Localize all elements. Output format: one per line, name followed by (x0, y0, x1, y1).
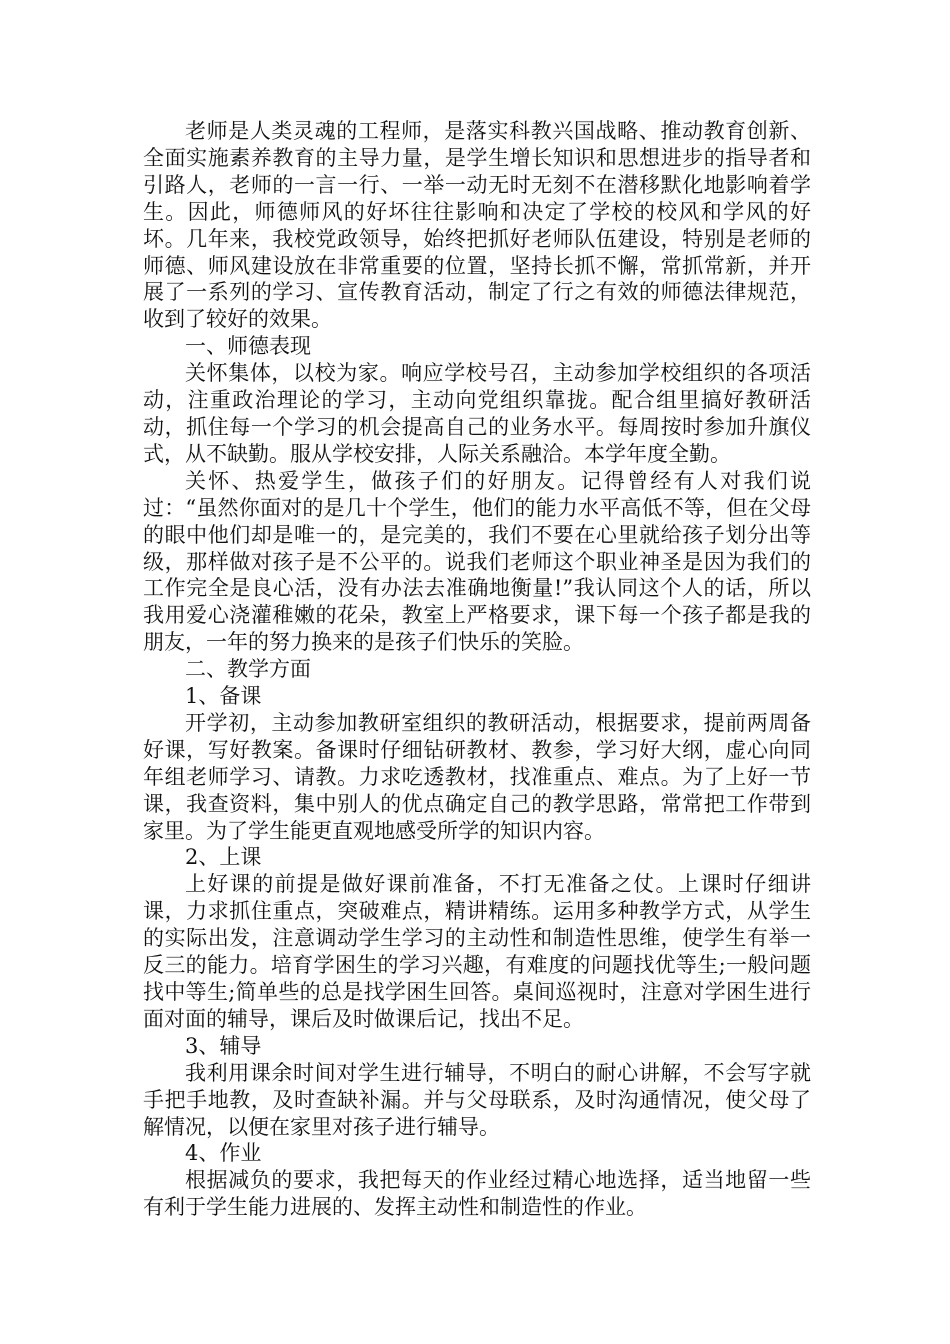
lesson-prep-paragraph: 开学初，主动参加教研室组织的教研活动，根据要求，提前两周备好课，写好教案。备课时仔细钻研教材、教参，学习好大纲，虚心向同年组老师学习、请教。力求吃透教材，找准重点、难点。为了上好一节课，我查资料，集中别人的优点确定自己的教学思路，常常把工作带到家里。为了学生能更直观地感受所学的知识内容。 (143, 710, 811, 843)
section-heading-teaching: 二、教学方面 (185, 657, 311, 682)
document-body (143, 118, 811, 1221)
subheading-homework: 4、作业 (185, 1141, 262, 1166)
intro-paragraph: 老师是人类灵魂的工程师，是落实科教兴国战略、推动教育创新、全面实施素养教育的主导力量，是学生增长知识和思想进步的指导者和引路人，老师的一言一行、一举一动无时无刻不在潜移默化地影响着学生。因此，师德师风的好坏往往影响和决定了学校的校风和学风的好坏。几年来，我校党政领导，始终把抓好老师队伍建设，特别是老师的师德、师风建设放在非常重要的位置，坚持长抓不懈，常抓常新，并开展了一系列的学习、宣传教育活动，制定了行之有效的师德法律规范，收到了较好的效果。 (143, 119, 811, 332)
ethics-paragraph-collective: 关怀集体，以校为家。响应学校号召，主动参加学校组织的各项活动，注重政治理论的学习，主动向党组织靠拢。配合组里搞好教研活动，抓住每一个学习的机会提高自己的业务水平。每周按时参加升旗仪式，从不缺勤。服从学校安排，人际关系融洽。本学年度全勤。 (143, 361, 811, 466)
ethics-paragraph-students: 关怀、热爱学生，做孩子们的好朋友。记得曾经有人对我们说过：“虽然你面对的是几十个学生，他们的能力水平高低不等，但在父母的眼中他们却是唯一的，是完美的，我们不要在心里就给孩子划分出等级，那样做对孩子是不公平的。说我们老师这个职业神圣是因为我们的工作完全是良心活，没有办法去准确地衡量!”我认同这个人的话，所以我用爱心浇灌稚嫩的花朵，教室上严格要求，课下每一个孩子都是我的朋友，一年的努力换来的是孩子们快乐的笑脸。 (143, 468, 811, 655)
section-heading-ethics: 一、师德表现 (185, 334, 311, 359)
homework-paragraph: 根据减负的要求，我把每天的作业经过精心地选择，适当地留一些有利于学生能力进展的、发挥主动性和制造性的作业。 (143, 1168, 811, 1220)
tutoring-paragraph: 我利用课余时间对学生进行辅导，不明白的耐心讲解，不会写字就手把手地教，及时查缺补漏。并与父母联系，及时沟通情况，使父母了解情况，以便在家里对孩子进行辅导。 (143, 1060, 811, 1139)
subheading-lesson-prep: 1、备课 (185, 684, 262, 709)
subheading-tutoring: 3、辅导 (185, 1033, 262, 1058)
subheading-class: 2、上课 (185, 845, 262, 870)
class-paragraph: 上好课的前提是做好课前准备，不打无准备之仗。上课时仔细讲课，力求抓住重点，突破难点，精讲精练。运用多种教学方式，从学生的实际出发，注意调动学生学习的主动性和制造性思维，使学生有举一反三的能力。培育学困生的学习兴趣，有难度的问题找优等生;一般问题找中等生;简单些的总是找学困生回答。桌间巡视时，注意对学困生进行面对面的辅导，课后及时做课后记，找出不足。 (143, 872, 811, 1031)
